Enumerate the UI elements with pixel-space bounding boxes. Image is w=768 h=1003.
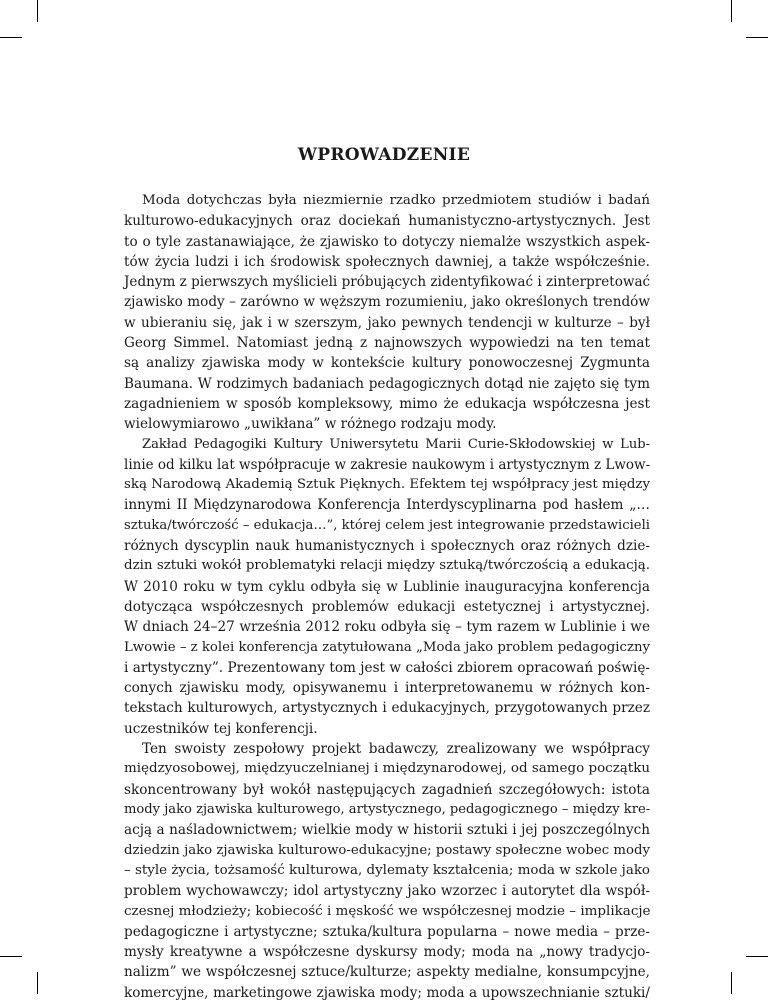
text-line: Baumana. W rodzimych badaniach pedagogicznych dotąd nie zajęto się tym [124, 375, 650, 392]
text-line: zagadnieniem w sposób kompleksowy, mimo że edukacja współczesna jest [124, 395, 650, 412]
crop-mark-top-right [731, 0, 732, 22]
paragraph [124, 435, 650, 739]
text-line: Jednym z pierwszych myślicieli próbujących zidentyfikować i zinterpretować [124, 274, 651, 291]
text-line: problem wychowawczy; idol artystyczny jako wzorzec i autorytet dla współ- [124, 883, 650, 900]
text-line: międzyosobowej, międzyuczelnianej i międzynarodowej, od samego początku [124, 761, 650, 777]
text-line: różnych dyscyplin nauk humanistycznych i społecznych oraz różnych dzie- [124, 538, 650, 555]
body-text [124, 191, 650, 1003]
text-line: – style życia, tożsamość kulturowa, dylematy kształcenia; moda w szkole jako [124, 862, 650, 878]
text-line: tekstach kulturowych, artystycznych i edukacyjnych, przygotowanych przez [124, 700, 650, 717]
text-line: mysły kreatywne a współczesne dyskursy mody; moda na „nowy tradycjo- [124, 943, 650, 960]
text-line: sztuka/twórczość – edukacja…”, której celem jest integrowanie przedstawicieli [124, 517, 650, 533]
text-line: dziedzin jako zjawiska kulturowo-edukacyjne; postawy społeczne wobec mody [124, 842, 650, 858]
text-line: komercyjne, marketingowe zjawiska mody; moda a upowszechnianie sztuki/ [124, 984, 650, 1001]
text-line: tów życia ludzi i ich środowisk społecznych dawniej, a także współcześnie. [124, 253, 650, 270]
text-line: i artystyczny”. Prezentowany tom jest w całości zbiorem opracowań poświę- [124, 659, 650, 676]
text-line: skoncentrowany był wokół następujących zagadnień szczegółowych: istota [124, 781, 650, 798]
text-line: uczestników tej konferencji. [124, 720, 318, 737]
text-line: innymi II Międzynarodowa Konferencja Interdyscyplinarna pod hasłem „… [124, 497, 650, 514]
text-line: W 2010 roku w tym cyklu odbyła się w Lublinie inauguracyjna konferencja [124, 578, 650, 595]
text-line: Ten swoisty zespołowy projekt badawczy, zrealizowany we współpracy [142, 741, 650, 758]
crop-mark-top-left [37, 0, 38, 22]
page-title: WPROWADZENIE [297, 145, 471, 165]
text-line: linie od kilku lat współpracuje w zakresie naukowym i artystycznym z Lwow- [124, 456, 651, 473]
text-line: to o tyle zastanawiające, że zjawisko to dotyczy niemalże wszystkich aspek- [124, 233, 650, 250]
crop-mark-top-right-h [746, 37, 768, 38]
paragraph [124, 191, 650, 435]
crop-mark-top-left-h [0, 37, 22, 38]
text-line: conych zjawisku mody, opisywanemu i interpretowanemu w różnych kon- [124, 680, 650, 697]
text-line: są analizy zjawiska mody w kontekście kultury ponowoczesnej Zygmunta [124, 355, 650, 372]
text-line: mody jako zjawiska kulturowego, artystycznego, pedagogicznego – między kre- [124, 801, 651, 817]
text-line: Moda dotychczas była niezmiernie rzadko przedmiotem studiów i badań [142, 193, 650, 208]
text-line: ską Narodową Akademią Sztuk Pięknych. Efektem tej współpracy jest między [124, 477, 650, 493]
paragraph [124, 739, 650, 1003]
crop-mark-bottom-right [731, 972, 732, 994]
text-line: nalizm” we współczesnej sztuce/kulturze; aspekty medialne, konsumpcyjne, [124, 964, 650, 981]
text-line: Zakład Pedagogiki Kultury Uniwersytetu Marii Curie-Skłodowskiej w Lub- [142, 436, 650, 452]
text-line: Lwowie – z kolei konferencja zatytułowana „Moda jako problem pedagogiczny [124, 639, 650, 655]
text-line: Georg Simmel. Natomiast jedną z najnowszych wypowiedzi na ten temat [124, 335, 650, 352]
text-line: acją a naśladownictwem; wielkie mody w historii sztuki i jej poszczególnych [124, 822, 650, 839]
text-line: dotycząca współczesnych problemów edukacji estetycznej i artystycznej. [124, 598, 650, 615]
text-line: W dniach 24–27 września 2012 roku odbyła się – tym razem w Lublinie i we [124, 619, 650, 636]
text-line: w ubieraniu się, jak i w szerszym, jako pewnych tendencji w kulturze – był [124, 314, 650, 331]
text-line: czesnej młodzieży; kobiecość i męskość we współczesnej modzie – implikacje [124, 903, 651, 920]
text-line: dzin sztuki wokół problematyki relacji między sztuką/twórczością a edukacją. [124, 558, 650, 574]
text-line: pedagogiczne i artystyczne; sztuka/kultura popularna – nowe media – prze- [124, 923, 650, 940]
crop-mark-bottom-left [37, 972, 38, 994]
text-line: kulturowo-edukacyjnych oraz dociekań humanistyczno-artystycznych. Jest [124, 213, 650, 230]
crop-mark-bottom-right-h [746, 956, 768, 957]
text-line: zjawisko mody – zarówno w węższym rozumieniu, jako określonych trendów [124, 294, 650, 311]
text-line: wielowymiarowo „uwikłana” w różnego rodzaju mody. [124, 416, 497, 433]
crop-mark-bottom-left-h [0, 956, 22, 957]
